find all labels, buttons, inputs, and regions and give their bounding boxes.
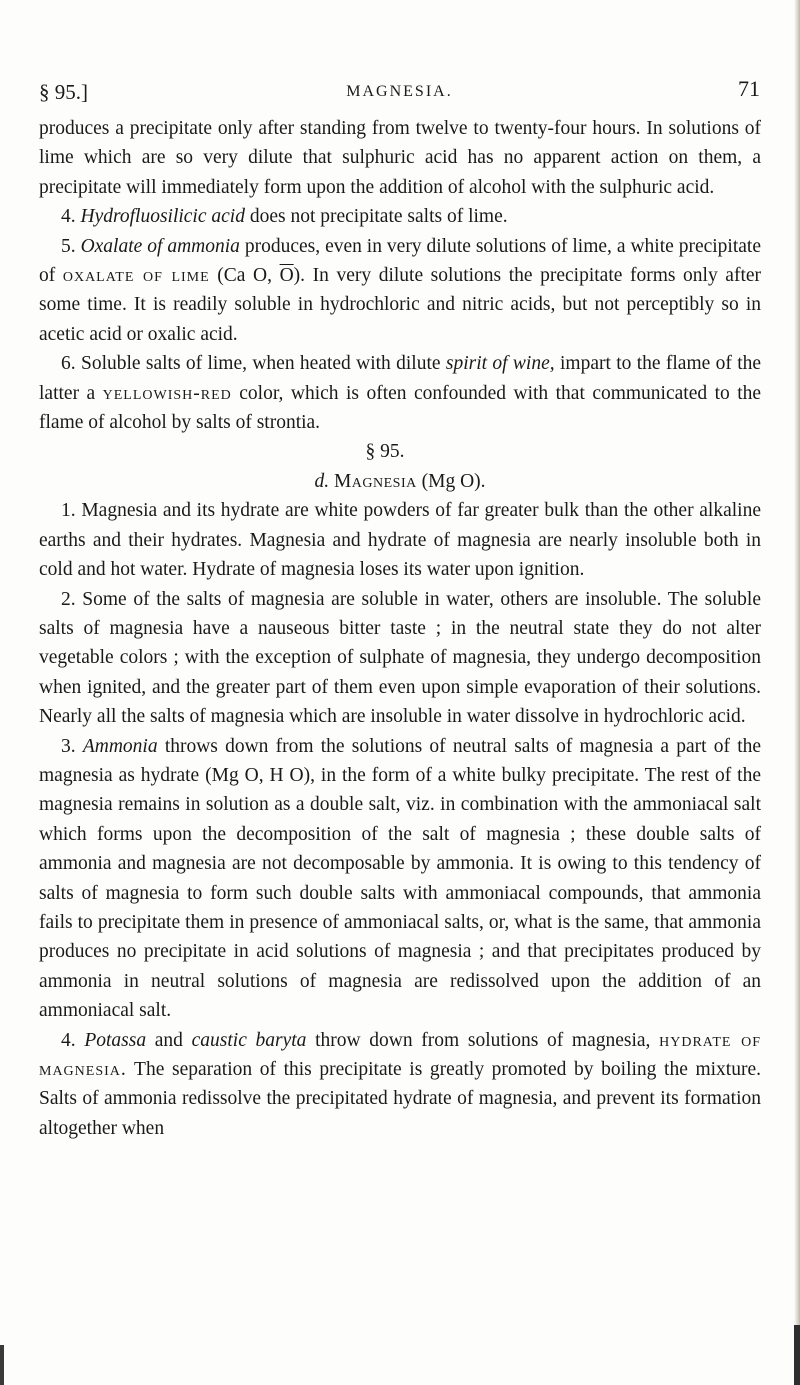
chemical-formula: (Ca O, $\overline{O}$). [217,265,306,287]
section-heading-formula: (Mg O). [421,470,486,492]
body-text [39,114,761,1143]
reagent-name: Potassa [84,1029,147,1051]
color-name: yellowish-red [102,382,232,404]
paragraph-continuation: produces a precipitate only after standing from twelve to twenty-four hours. In solutions of lime which are so very dilute that sulphuric acid has no apparent action on them, a precipitate will immediately form upon the addition of alcohol with the sulphuric acid. [39,118,761,198]
paragraph-lime-4: 4. Hydrofluosilicic acid does not precipitate salts of lime. [61,206,508,228]
page-edge-mark-right [794,1325,800,1385]
paragraph-lime-5: 5. Oxalate of ammonia produces, even in very dilute solutions of lime, a white precipitate of oxalate of lime (Ca O, $\overline{O}$). In very dilute solutions the precipitate forms only after some time. It is readily soluble in hydrochloric and nitric acids, but not perceptibly so in acetic acid or oxalic acid. [39,235,762,345]
paragraph-magnesia-3: 3. Ammonia throws down from the solutions of neutral salts of magnesia a part of the magnesia as hydrate (Mg O, H O), in the form of a white bulky precipitate. The rest of the magnesia remains in solution as a double salt, viz. in combination with the ammoniacal salt which forms upon the decomposition of the salt of magnesia ; these double salts of ammonia and magnesia are not decomposable by ammonia. It is owing to this tendency of salts of magnesia to form such double salts with ammoniacal compounds, that ammonia fails to precipitate them in presence of ammoniacal salts, or, what is the same, that ammonia produces no precipitate in acid solutions of magnesia ; and that precipitates produced by ammonia in neutral solutions of magnesia are redissolved upon the addition of an ammoniacal salt. [39,735,762,1022]
section-heading: d. Magnesia (Mg O). [314,470,486,492]
page-edge-mark-left [0,1345,4,1385]
reagent-name: Ammonia [82,735,158,757]
paragraph-lime-6: 6. Soluble salts of lime, when heated with dilute spirit of wine, impart to the flame of the latter a yellowish-red color, which is often confounded with that communicated to the flame of alcohol by salts of strontia. [39,353,762,434]
reagent-name: spirit of wine, [445,353,555,375]
compound-name: oxalate of lime [62,265,210,287]
section-heading-title: Magnesia [333,470,417,492]
reagent-name: Hydrofluosilicic acid [80,206,245,228]
section-mark: § 95. [365,441,405,463]
running-head [39,76,760,108]
page-number: 71 [738,76,760,101]
reagent-name: caustic baryta [191,1029,307,1051]
paragraph-magnesia-2: 2. Some of the salts of magnesia are soluble in water, others are insoluble. The soluble salts of magnesia have a nauseous bitter taste ; in the neutral state they do not alter vegetable colors ; with the exception of sulphate of magnesia, they undergo decomposition when ignited, and the greater part of them even upon simple evaporation of their solutions. Nearly all the salts of magnesia which are insoluble in water dissolve in hydrochloric acid. [39,588,762,728]
paragraph-magnesia-1: 1. Magnesia and its hydrate are white powders of far greater bulk than the other alkaline earths and their hydrates. Magnesia and hydrate of magnesia are nearly insoluble both in cold and hot water. Hydrate of magnesia loses its water upon ignition. [39,500,761,581]
compound-name: hydrate of magnesia. [39,1029,762,1080]
running-head-title: MAGNESIA. [346,83,453,100]
running-head-section: § 95.] [39,80,88,104]
page-edge-shadow [794,0,800,1385]
paragraph-magnesia-4: 4. Potassa and caustic baryta throw down from solutions of magnesia, hydrate of magnesia. The separation of this precipitate is greatly promoted by boiling the mixture. Salts of ammonia redissolve the precipitated hydrate of magnesia, and prevent its formation altogether when [39,1029,762,1139]
reagent-name: Oxalate of ammonia [80,235,240,257]
